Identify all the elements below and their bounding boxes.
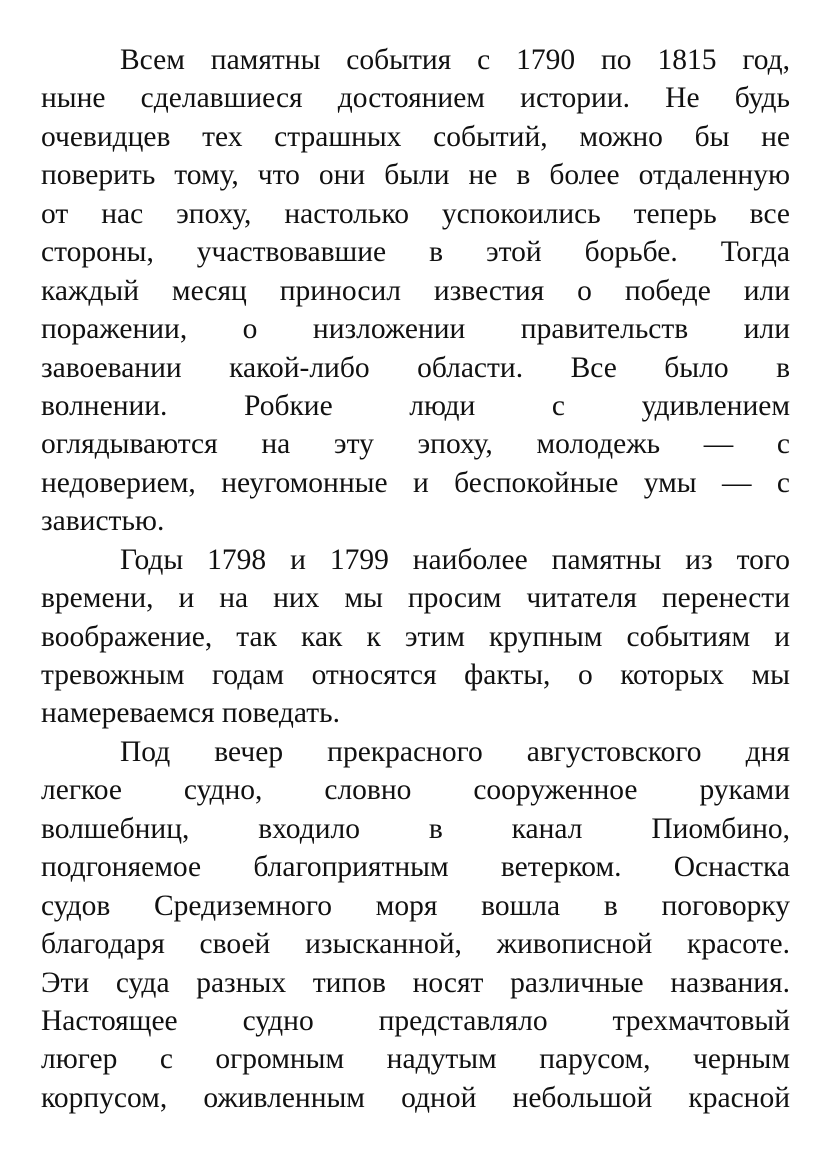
text-line: судов Средиземного моря вошла в поговорку <box>41 889 790 922</box>
text-line: времени, и на них мы просим читателя перенести <box>41 582 790 615</box>
text-line: поверить тому, что они были не в более отдаленную <box>41 159 790 192</box>
text-line: люгер с огромным надутым парусом, черным <box>41 1043 790 1076</box>
text-line: недоверием, неугомонные и беспокойные умы — с <box>41 466 790 499</box>
text-line: волшебниц, входило в канал Пиомбино, <box>41 812 790 845</box>
text-line: легкое судно, словно сооруженное руками <box>41 774 790 807</box>
text-line: Годы 1798 и 1799 наиболее памятны из того <box>120 543 790 576</box>
text-line: от нас эпоху, настолько успокоились теперь все <box>41 197 790 230</box>
text-line: ныне сделавшиеся достоянием истории. Не будь <box>41 82 790 115</box>
text-line: тревожным годам относятся факты, о которых мы <box>41 659 790 691</box>
text-line: Всем памятны события с 1790 по 1815 год, <box>120 44 790 76</box>
text-line: намереваемся поведать. <box>41 697 340 730</box>
text-line: Под вечер прекрасного августовского дня <box>120 735 790 768</box>
text-line: Эти суда разных типов носят различные названия. <box>41 966 790 999</box>
text-line: стороны, участвовавшие в этой борьбе. Тогда <box>41 236 790 269</box>
text-line: волнении. Робкие люди с удивлением <box>41 389 790 422</box>
document-page <box>41 41 790 1117</box>
text-line: корпусом, оживленным одной небольшой красной <box>41 1081 790 1114</box>
text-line: каждый месяц приносил известия о победе или <box>41 274 790 307</box>
paragraph-2 <box>41 541 790 733</box>
paragraph-1 <box>41 41 790 541</box>
text-line: благодаря своей изысканной, живописной красоте. <box>41 928 790 961</box>
text-line: очевидцев тех страшных событий, можно бы не <box>41 120 790 153</box>
paragraph-3 <box>41 733 790 1117</box>
text-line: подгоняемое благоприятным ветерком. Оснастка <box>41 851 790 884</box>
text-line: поражении, о низложении правительств или <box>41 313 790 346</box>
text-line: завистью. <box>41 505 165 538</box>
text-line: оглядываются на эту эпоху, молодежь — с <box>41 428 790 461</box>
text-line: Настоящее судно представляло трехмачтовый <box>41 1004 790 1037</box>
text-line: воображение, так как к этим крупным событиям и <box>41 620 790 653</box>
text-line: завоевании какой-либо области. Все было в <box>41 351 790 384</box>
